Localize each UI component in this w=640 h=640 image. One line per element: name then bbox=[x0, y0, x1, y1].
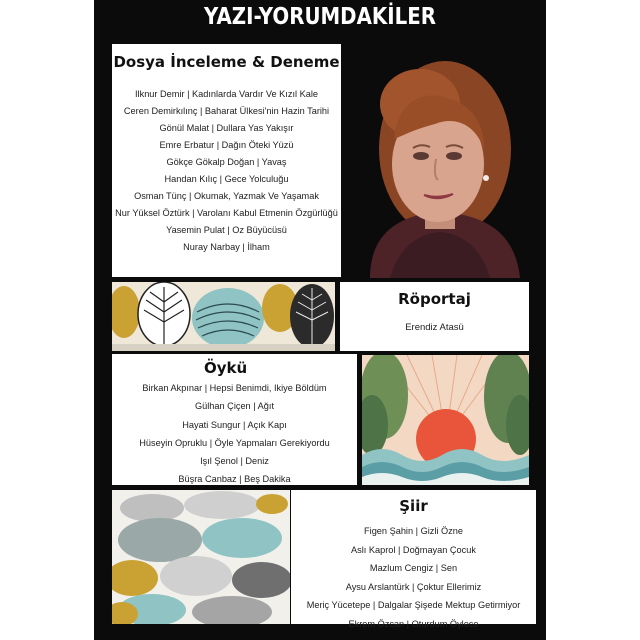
list-item: Gönül Malat | Dullara Yas Yakışır bbox=[159, 123, 294, 133]
poetry-heading: Şiir bbox=[399, 497, 428, 515]
page-title: YAZI-YORUMDAKİLER bbox=[204, 4, 436, 30]
list-item: Işıl Şenol | Deniz bbox=[200, 456, 269, 467]
list-item: Birkan Akpınar | Hepsi Benimdi, Ikiye Böldüm bbox=[142, 383, 327, 393]
list-item: Nuray Narbay | İlham bbox=[183, 242, 270, 252]
sunset-illustration bbox=[362, 355, 529, 485]
list-item: Hayati Sungur | Açık Kapı bbox=[182, 419, 287, 430]
list-item: Yasemin Pulat | Oz Büyücüsü bbox=[166, 225, 287, 235]
interview-name: Erendiz Atasü bbox=[405, 322, 464, 333]
clouds-illustration bbox=[112, 490, 290, 624]
list-item: Osman Tünç | Okumak, Yazmak Ve Yaşamak bbox=[134, 191, 319, 201]
list-item: Ceren Demirkılınç | Baharat Ülkesi'nin Hazin Tarihi bbox=[123, 106, 330, 116]
list-item: Aysu Arslantürk | Çoktur Ellerimiz bbox=[345, 581, 482, 592]
forest-illustration bbox=[112, 282, 335, 351]
list-item: Meriç Yücetepe | Dalgalar Şişede Mektup Getirmiyor bbox=[306, 600, 521, 610]
list-item: Büşra Canbaz | Beş Dakika bbox=[178, 474, 291, 485]
author-portrait bbox=[350, 44, 529, 278]
essay-list bbox=[112, 86, 341, 256]
list-item: Gülhan Çiçen | Ağıt bbox=[195, 401, 274, 412]
essay-heading: Dosya İnceleme & Deneme bbox=[113, 53, 340, 71]
essay-section bbox=[112, 44, 341, 277]
list-item: Ekrem Özcan | Oturdum Öylece bbox=[348, 618, 479, 629]
list-item: Aslı Kaprol | Doğmayan Çocuk bbox=[351, 544, 476, 555]
poetry-section bbox=[291, 490, 536, 629]
interview-section bbox=[340, 282, 529, 351]
list-item: Mazlum Cengiz | Sen bbox=[369, 563, 458, 573]
story-heading: Öykü bbox=[204, 359, 248, 377]
story-section bbox=[112, 354, 357, 485]
list-item: Nur Yüksel Öztürk | Varolanı Kabul Etmenin Özgürlüğü bbox=[115, 208, 338, 218]
list-item: Handan Kılıç | Gece Yolculuğu bbox=[164, 174, 289, 184]
list-item: Hüseyin Opruklu | Öyle Yapmaları Gerekiyordu bbox=[139, 437, 330, 448]
list-item: Emre Erbatur | Dağın Öteki Yüzü bbox=[159, 140, 294, 150]
story-list bbox=[112, 379, 357, 489]
list-item: Ilknur Demir | Kadınlarda Vardır Ve Kızıl Kale bbox=[135, 89, 318, 99]
interview-heading: Röportaj bbox=[398, 290, 471, 308]
list-item: Gökçe Gökalp Doğan | Yavaş bbox=[166, 157, 287, 167]
list-item: Figen Şahin | Gizli Özne bbox=[364, 526, 463, 536]
poetry-list bbox=[291, 522, 536, 633]
